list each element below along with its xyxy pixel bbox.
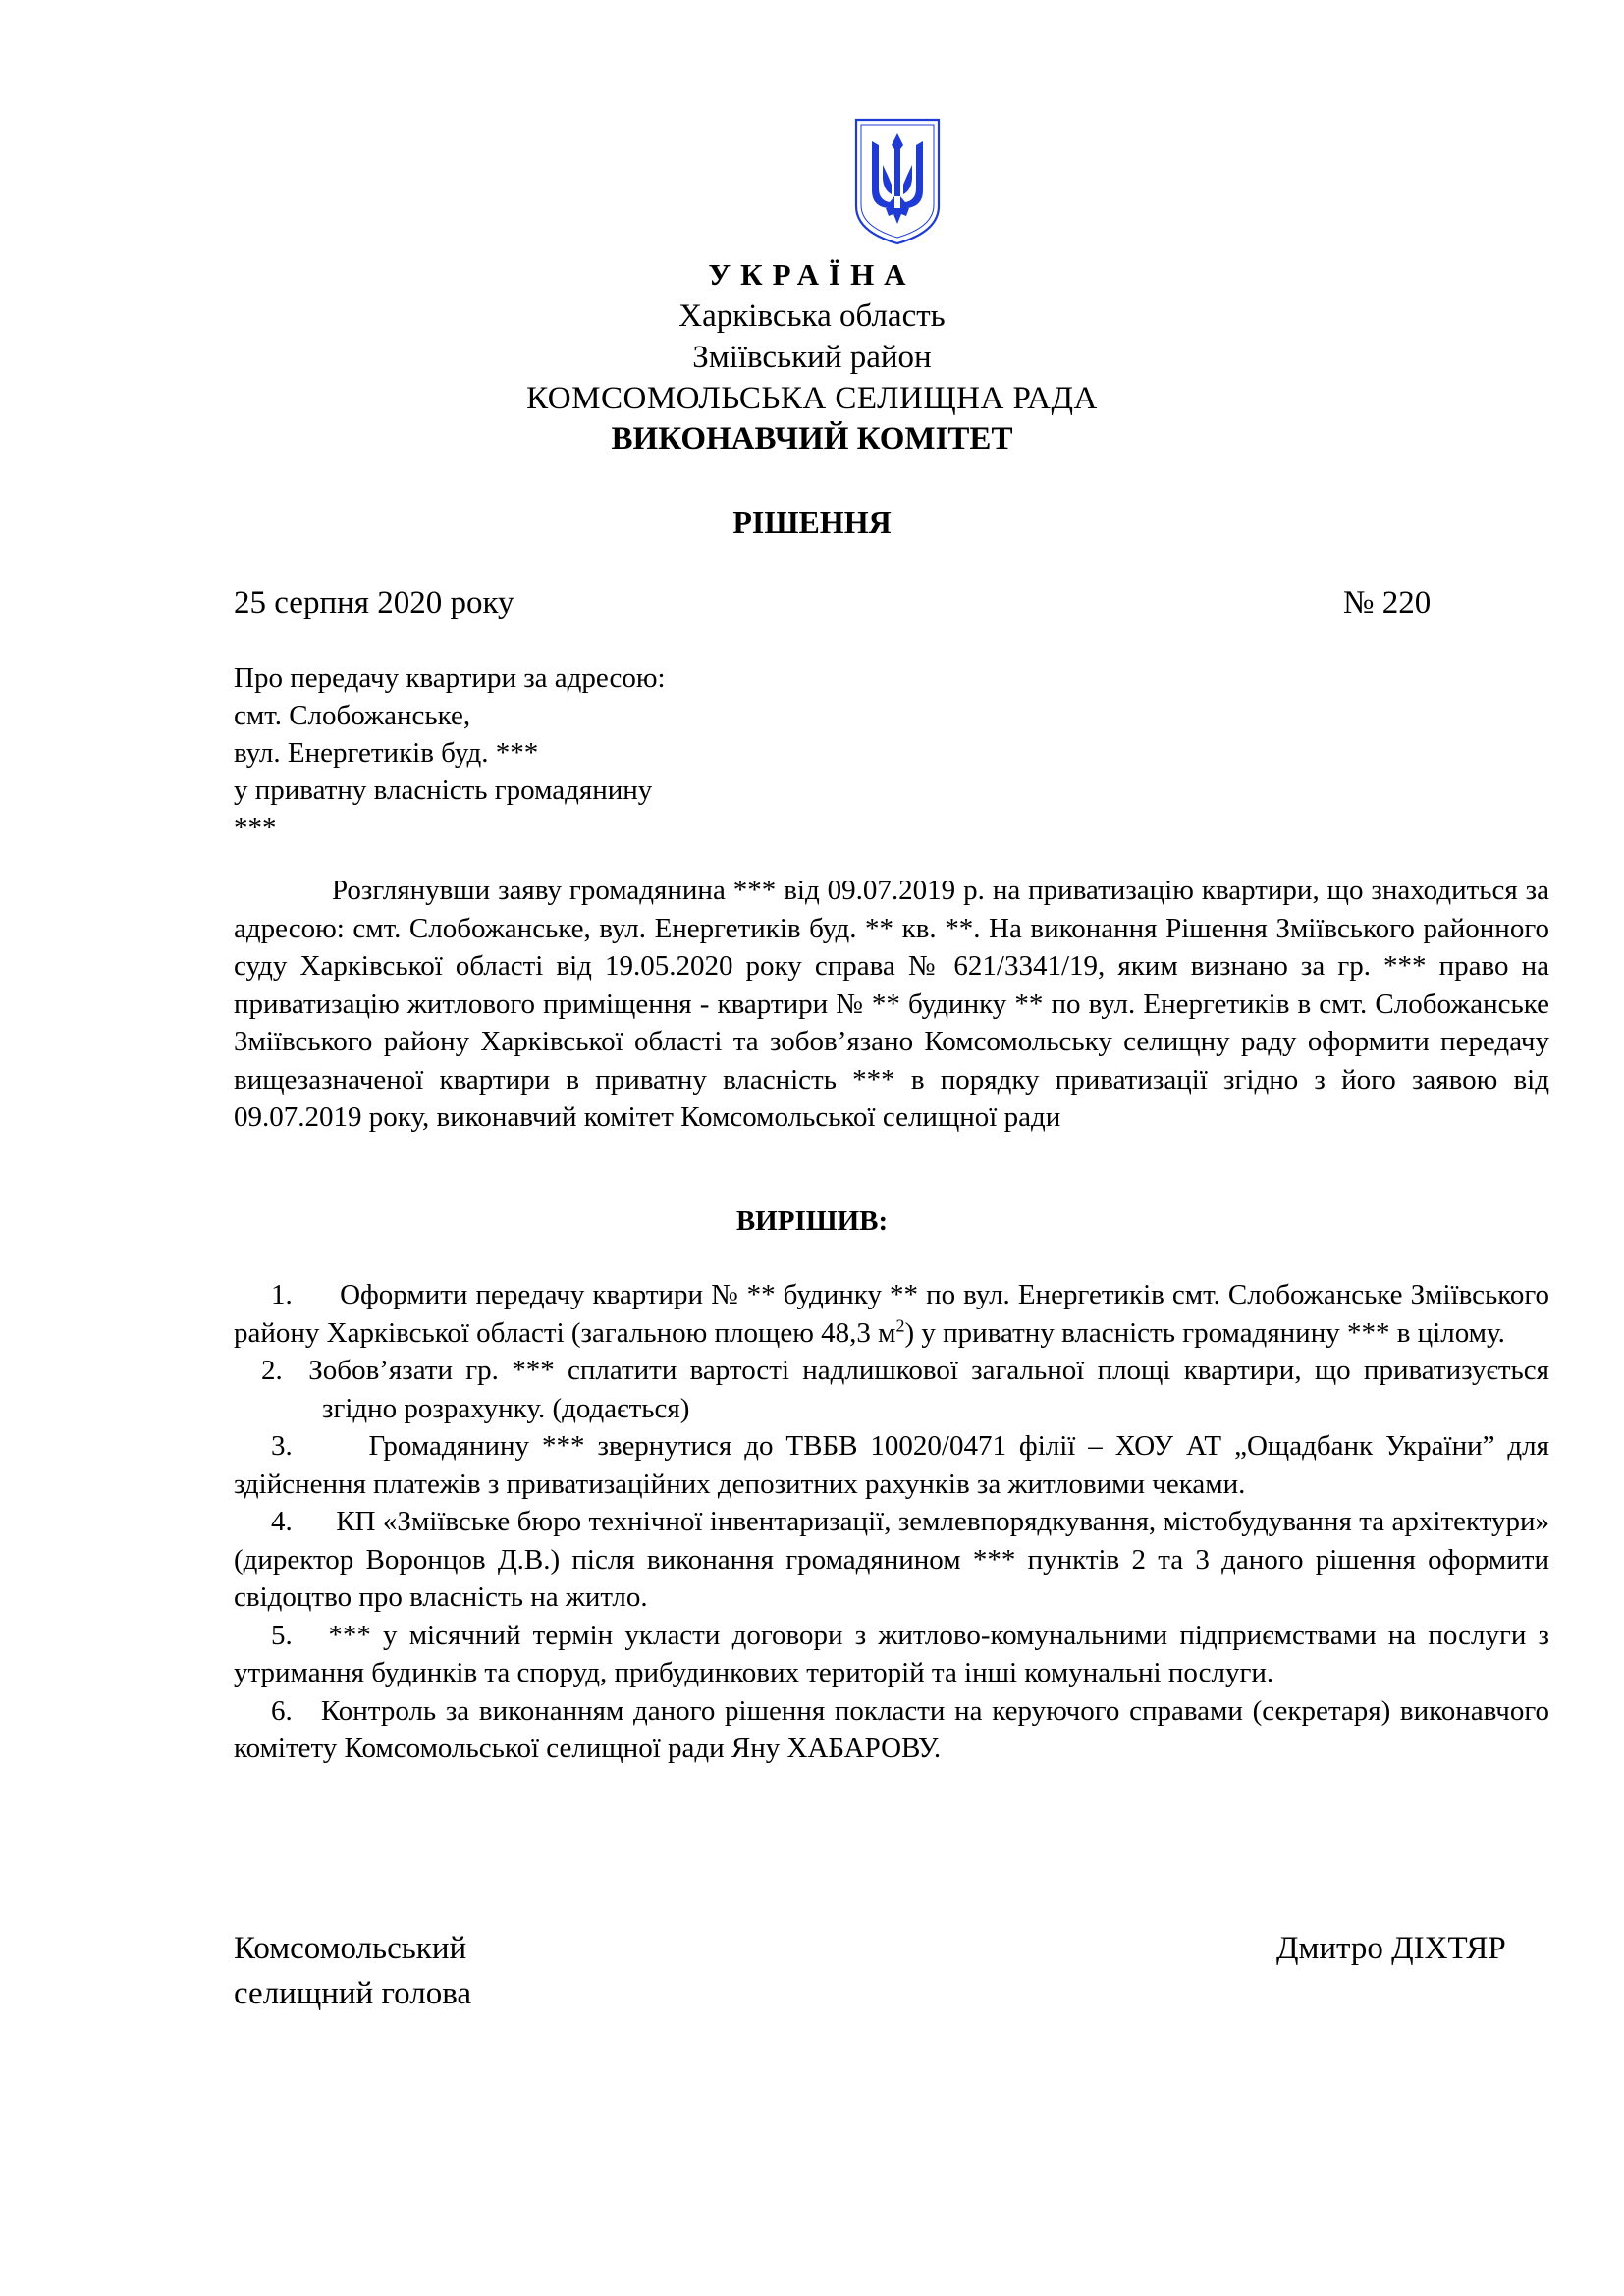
country-name: УКРАЇНА: [708, 257, 916, 292]
subject-line: вул. Енергетиків буд. ***: [234, 737, 539, 769]
council-name: КОМСОМОЛЬСЬКА СЕЛИЩНА РАДА: [526, 381, 1098, 416]
committee-name: ВИКОНАВЧИЙ КОМІТЕТ: [611, 421, 1013, 456]
item-number: 4.: [271, 1506, 293, 1537]
item-text: Оформити передачу квартири № ** будинку ** по вул. Енергетиків смт. Слобожанське Зміївського району Харківської області (загальною площею 48,3 м: [234, 1279, 1550, 1349]
item-number: 5.: [271, 1619, 293, 1651]
region-name: Харківська область: [678, 298, 946, 334]
list-item: [234, 1503, 1549, 1617]
item-text: *** у місячний термін укласти договори з житлово-комунальними підприємствами на послуги з утримання будинків та споруд, прибудинкових територій та інші комунальні послуги.: [234, 1619, 1550, 1688]
position-line: Комсомольський: [234, 1931, 467, 1966]
list-item: [234, 1617, 1549, 1692]
trident-coat-of-arms-icon: [852, 116, 943, 247]
subject-line: у приватну власність громадянину: [234, 774, 653, 806]
subject-line: ***: [234, 812, 277, 843]
position-line: селищний голова: [234, 1976, 472, 2011]
list-item: [234, 1276, 1549, 1352]
signatory-position: [234, 1926, 471, 2016]
list-item: [234, 1352, 1549, 1427]
item-number: 2.: [261, 1355, 283, 1386]
item-number: 1.: [271, 1279, 293, 1310]
item-text: Зобов’язати гр. *** сплатити вартості надлишкової загальної площі квартири, що приватизується згідно розрахунку. (додається): [308, 1355, 1549, 1424]
preamble-paragraph: Розглянувши заяву громадянина *** від 09.07.2019 р. на приватизацію квартири, що знаходиться за адресою: смт. Слобожанське, вул. Енергетиків буд. ** кв. **. На виконання Рішення Зміївського районного суду Харківської області від 19.05.2020 року справа № 621/3341/19, яким визнано за гр. *** право на приватизацію житлового приміщення - квартири № ** будинку ** по вул. Енергетиків в смт. Слобожанське Зміївського району Харківської області та зобов’язано Комсомольську селищну раду оформити передачу вищезазначеної квартири в приватну власність *** в порядку приватизації згідно з його заявою від 09.07.2019 року, виконавчий комітет Комсомольської селищної ради: [234, 875, 1549, 1133]
decision-number: № 220: [1343, 585, 1432, 620]
district-name: Зміївський район: [692, 340, 932, 375]
subject-line: Про передачу квартири за адресою:: [234, 663, 666, 694]
subject-line: смт. Слобожанське,: [234, 700, 471, 731]
superscript: 2: [895, 1314, 905, 1335]
decision-subject: [234, 660, 666, 846]
item-text: Контроль за виконанням даного рішення покласти на керуючого справами (секретаря) виконавчого комітету Комсомольської селищної ради Яну ХАБАРОВУ.: [234, 1694, 1549, 1764]
item-text: ) у приватну власність громадянину *** в цілому.: [904, 1316, 1505, 1349]
decision-title: РІШЕННЯ: [732, 505, 892, 540]
item-text: Громадянину *** звернутися до ТВБВ 10020/0471 філії – ХОУ АТ „Ощадбанк України” для здійснення платежів з приватизаційних депозитних рахунків за житловими чеками.: [234, 1430, 1549, 1500]
decision-date: 25 серпня 2020 року: [234, 585, 514, 620]
resolved-heading: ВИРІШИВ:: [735, 1205, 889, 1237]
list-item: [234, 1692, 1549, 1768]
item-number: 6.: [271, 1694, 293, 1727]
resolution-items: [234, 1276, 1549, 1768]
list-item: [234, 1427, 1549, 1503]
item-text: КП «Зміївське бюро технічної інвентаризації, землевпорядкування, містобудування та архітектури» (директор Воронцов Д.В.) після виконання громадянином *** пунктів 2 та 3 даного рішення оформити свідоцтво про власність на житло.: [234, 1506, 1550, 1613]
signatory-name: Дмитро ДІХТЯР: [1276, 1931, 1506, 1966]
item-number: 3.: [271, 1430, 293, 1462]
